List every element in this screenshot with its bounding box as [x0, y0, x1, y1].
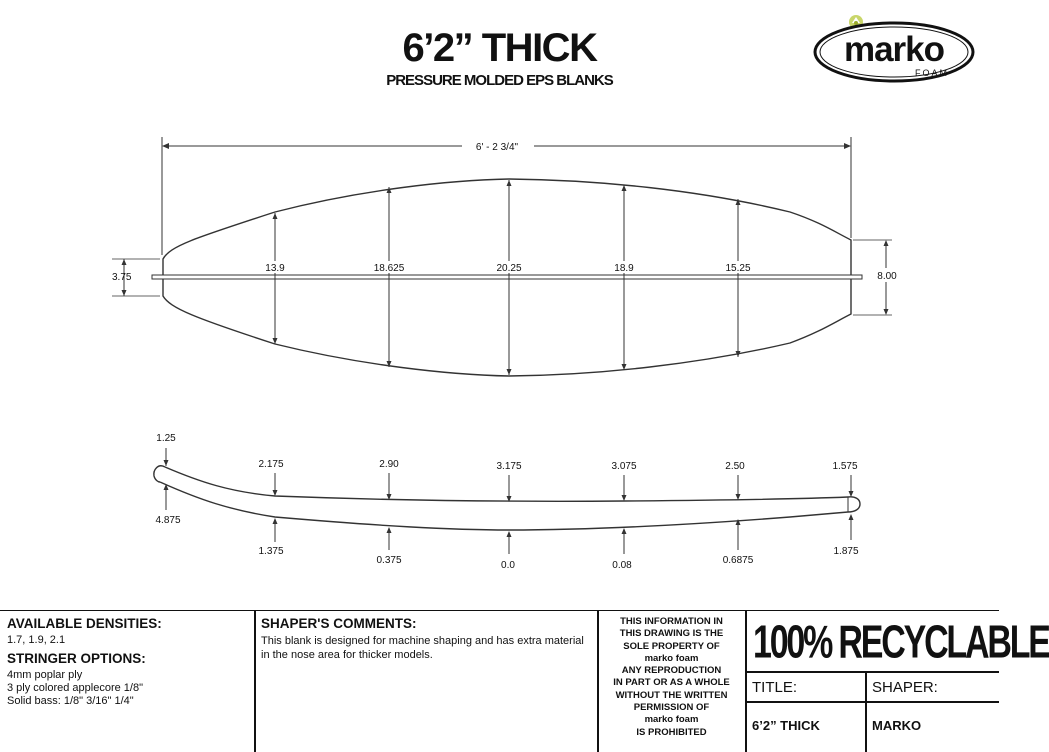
rocker-station: [258, 518, 283, 557]
thickness-label: 1.575: [832, 461, 858, 472]
stringer-option: 4mm poplar ply: [7, 669, 83, 681]
notice-line: IS PROHIBITED: [636, 726, 707, 738]
densities-heading: AVAILABLE DENSITIES:: [7, 616, 162, 631]
width-label: 18.625: [373, 263, 405, 274]
shaper-value: MARKO: [872, 718, 922, 733]
recyclable-banner: 100% RECYCLABLE: [753, 617, 1049, 669]
thickness-label: 2.50: [725, 461, 745, 472]
width-label: 18.9: [614, 263, 634, 274]
thickness-label: 3.075: [611, 461, 637, 472]
thickness-station: [832, 461, 857, 497]
tail-top-label: 1.25: [156, 433, 176, 444]
thickness-station: [258, 459, 283, 496]
thickness-label: 3.175: [496, 461, 522, 472]
stringer-option: Solid bass: 1/8" 3/16" 1/4": [7, 695, 134, 707]
thickness-label: 2.175: [258, 459, 284, 470]
stringer-heading: STRINGER OPTIONS:: [7, 651, 146, 666]
title-value: 6’2” THICK: [752, 718, 820, 733]
logo-subtext: FOAM: [915, 68, 949, 78]
thickness-station: [496, 461, 521, 502]
stringer-option: 3 ply colored applecore 1/8": [7, 682, 143, 694]
logo-wordmark: marko: [843, 30, 945, 69]
densities-value: 1.7, 1.9, 2.1: [7, 634, 66, 646]
shaper-label: SHAPER:: [872, 679, 938, 696]
stringer: [152, 275, 862, 279]
rocker-label: 0.0: [501, 560, 515, 571]
rocker-station: [376, 527, 401, 566]
comments-heading: SHAPER'S COMMENTS:: [261, 616, 417, 631]
rocker-station: [501, 531, 515, 571]
rocker-station: [833, 514, 858, 557]
rocker-label: 1.875: [833, 546, 859, 557]
rocker-label: 1.375: [258, 546, 284, 557]
rocker-label: 0.375: [376, 555, 402, 566]
copyright-notice: [599, 616, 744, 739]
rocker-station: [612, 528, 632, 571]
plan-view: [112, 137, 899, 376]
width-label: 15.25: [725, 263, 751, 274]
notice-line: THIS DRAWING IS THE: [619, 628, 724, 640]
notice-line: marko foam: [644, 652, 699, 664]
rocker-label: 0.6875: [722, 555, 754, 566]
notice-line: PERMISSION OF: [633, 702, 710, 714]
notice-line: THIS INFORMATION IN: [620, 616, 723, 627]
thickness-station: [379, 459, 399, 500]
notice-line: marko foam: [644, 714, 699, 726]
tail-bottom-label: 4.875: [155, 515, 181, 526]
rocker-station: [723, 519, 754, 566]
profile-view: [154, 433, 860, 571]
width-label: 13.9: [265, 263, 285, 274]
profile-bottom: [160, 482, 848, 530]
thickness-label: 2.90: [379, 459, 399, 470]
comments-text: This blank is designed for machine shaping and has extra material in the nose area for thicker models.: [261, 635, 584, 661]
thickness-station: [611, 461, 636, 501]
length-dimension: 6' - 2 3/4": [475, 142, 519, 153]
title-block: [0, 610, 1049, 752]
notice-line: IN PART OR AS A WHOLE: [613, 677, 730, 689]
notice-line: SOLE PROPERTY OF: [623, 640, 720, 652]
drawing-title: 6’2” THICK: [402, 26, 597, 70]
width-label: 20.25: [496, 263, 522, 274]
title-label: TITLE:: [752, 679, 798, 696]
notice-line: ANY REPRODUCTION: [621, 665, 722, 677]
notice-line: WITHOUT THE WRITTEN: [615, 689, 728, 701]
profile-deck: [165, 467, 848, 501]
specs-section: [7, 616, 252, 708]
comments-section: [261, 616, 591, 662]
thickness-station: [725, 461, 745, 500]
nose-width-dimension: 8.00: [877, 271, 897, 282]
drawing-subtitle: PRESSURE MOLDED EPS BLANKS: [386, 72, 613, 89]
rocker-label: 0.08: [612, 560, 632, 571]
tail-width-dimension: 3.75: [112, 272, 132, 283]
